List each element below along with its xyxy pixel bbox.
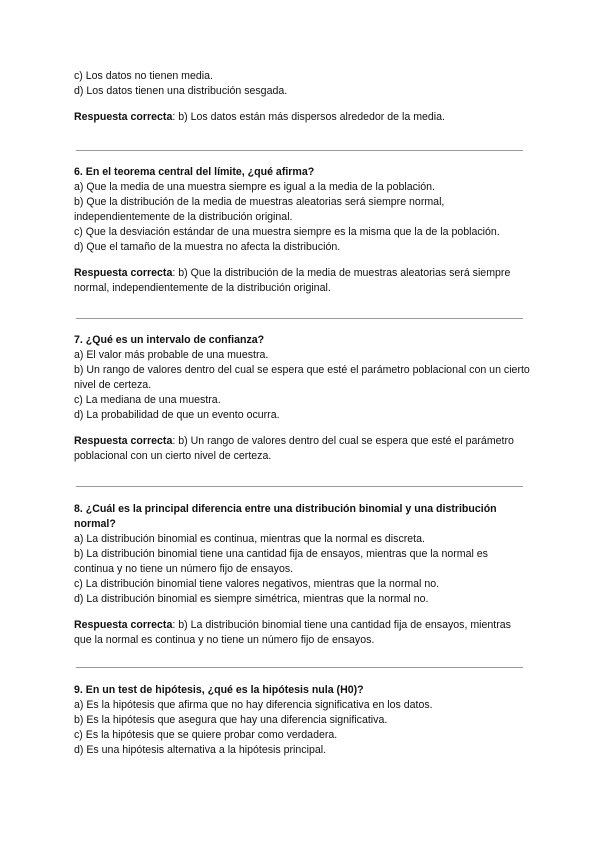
option-d: d) La distribución binomial es siempre simétrica, mientras que la normal no. (74, 593, 429, 605)
option-a: a) Que la media de una muestra siempre es igual a la media de la población. (74, 181, 435, 193)
question-9 (74, 683, 530, 758)
divider (76, 318, 523, 319)
divider (76, 150, 523, 151)
option-c: c) Que la desviación estándar de una muestra siempre es la misma que la de la población. (74, 226, 500, 238)
option-c: c) Los datos no tienen media. (74, 70, 213, 82)
correct-answer (74, 434, 530, 464)
option-d: d) Que el tamaño de la muestra no afecta la distribución. (74, 241, 341, 253)
option-b: b) La distribución binomial tiene una cantidad fija de ensayos, mientras que la normal es continua y no tiene un número fijo de ensayos. (74, 548, 488, 575)
correct-answer (74, 266, 530, 296)
question-title: 7. ¿Qué es un intervalo de confianza? (74, 334, 265, 346)
answer-label: Respuesta correcta (74, 267, 173, 279)
correct-answer (74, 110, 530, 125)
option-d: d) Es una hipótesis alternativa a la hipótesis principal. (74, 744, 327, 756)
option-b: b) Es la hipótesis que asegura que hay una diferencia significativa. (74, 714, 388, 726)
question-6 (74, 165, 530, 296)
answer-label: Respuesta correcta (74, 111, 173, 123)
option-b: b) Que la distribución de la media de muestras aleatorias será siempre normal, independientemente de la distribución original. (74, 196, 445, 223)
answer-text: : b) Que la distribución de la media de muestras aleatorias será siempre normal, independientemente de la distribución original. (74, 267, 511, 294)
question-title: 9. En un test de hipótesis, ¿qué es la hipótesis nula (H0)? (74, 684, 364, 696)
option-c: c) Es la hipótesis que se quiere probar como verdadera. (74, 729, 338, 741)
question-5-tail (74, 69, 530, 125)
option-c: c) La distribución binomial tiene valores negativos, mientras que la normal no. (74, 578, 440, 590)
question-7 (74, 333, 530, 464)
question-title: 8. ¿Cuál es la principal diferencia entre una distribución binomial y una distribución normal? (74, 503, 497, 530)
answer-text: : b) Los datos están más dispersos alrededor de la media. (172, 111, 445, 123)
option-b: b) Un rango de valores dentro del cual se espera que esté el parámetro poblacional con un cierto nivel de certeza. (74, 364, 530, 391)
question-title: 6. En el teorema central del límite, ¿qué afirma? (74, 166, 315, 178)
answer-text: : b) La distribución binomial tiene una cantidad fija de ensayos, mientras que la normal es continua y no tiene un número fijo de ensayos. (74, 619, 511, 646)
option-a: a) El valor más probable de una muestra. (74, 349, 269, 361)
correct-answer (74, 618, 530, 648)
answer-text: : b) Un rango de valores dentro del cual se espera que esté el parámetro poblacional con un cierto nivel de certeza. (74, 435, 514, 462)
answer-label: Respuesta correcta (74, 435, 173, 447)
option-c: c) La mediana de una muestra. (74, 394, 221, 406)
option-d: d) Los datos tienen una distribución sesgada. (74, 85, 288, 97)
answer-label: Respuesta correcta (74, 619, 173, 631)
option-a: a) La distribución binomial es continua, mientras que la normal es discreta. (74, 533, 425, 545)
divider (76, 486, 523, 487)
question-8 (74, 502, 530, 648)
divider (76, 667, 523, 668)
option-d: d) La probabilidad de que un evento ocurra. (74, 409, 280, 421)
option-a: a) Es la hipótesis que afirma que no hay diferencia significativa en los datos. (74, 699, 433, 711)
